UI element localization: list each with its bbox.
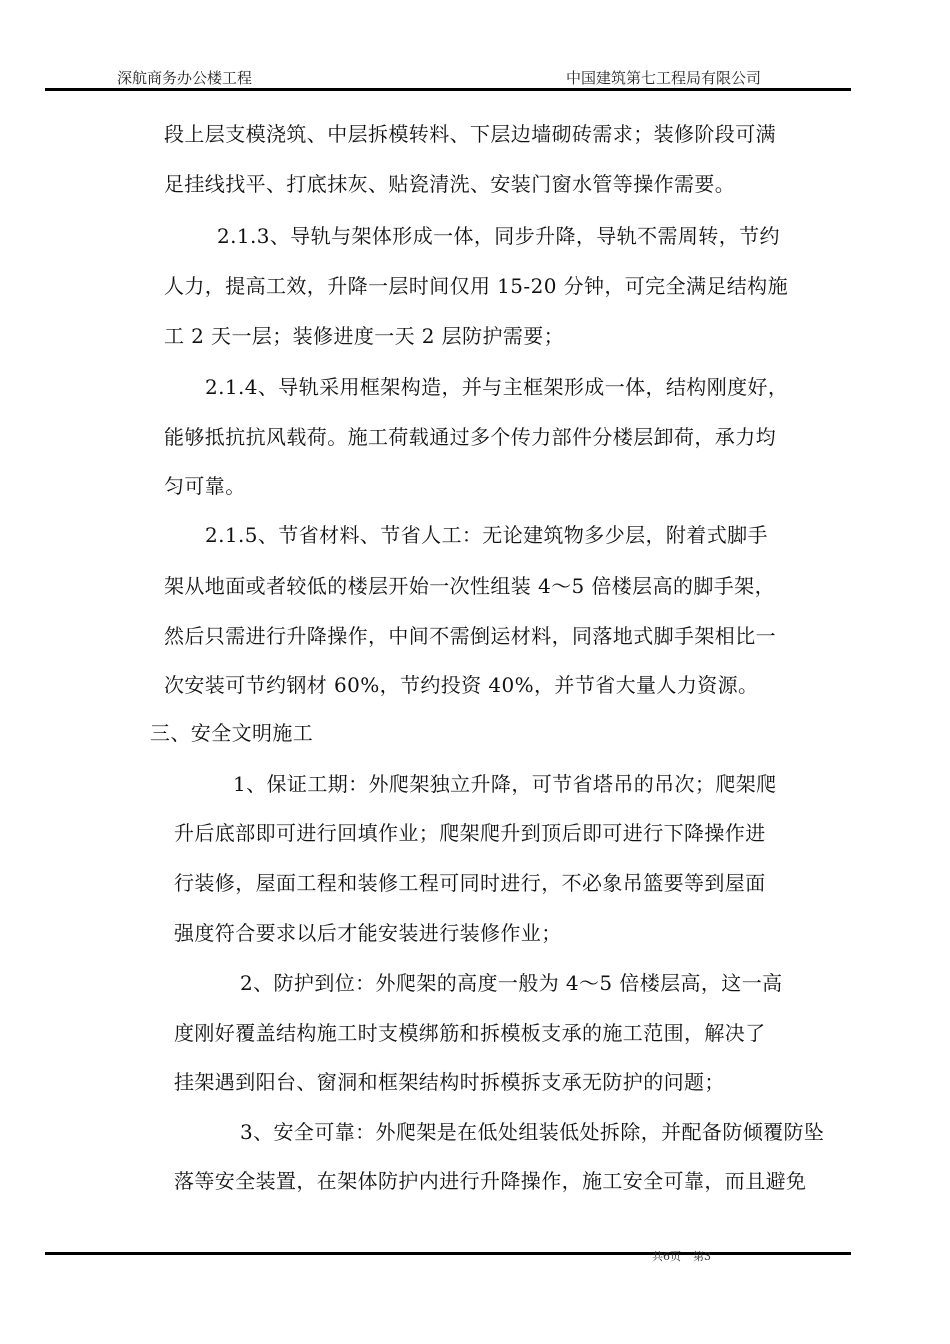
body-line: 2.1.3、导轨与架体形成一体，同步升降，导轨不需周转，节约	[217, 224, 780, 248]
body-line: 度刚好覆盖结构施工时支模绑筋和拆模板支承的施工范围，解决了	[174, 1021, 766, 1045]
body-line: 强度符合要求以后才能安装进行装修作业；	[174, 921, 562, 945]
body-line: 行装修，屋面工程和装修工程可同时进行，不必象吊篮要等到屋面	[174, 871, 766, 895]
body-line: 3、安全可靠：外爬架是在低处组装低处拆除，并配备防倾覆防坠	[240, 1120, 825, 1144]
body-line: 挂架遇到阳台、窗洞和框架结构时拆模拆支承无防护的问题；	[174, 1070, 725, 1094]
header-project-name: 深航商务办公楼工程	[117, 69, 253, 87]
section-heading: 三、安全文明施工	[150, 721, 314, 745]
footer-rule	[45, 1252, 851, 1255]
body-line: 匀可靠。	[164, 474, 246, 498]
body-line: 2.1.4、导轨采用框架构造，并与主框架形成一体，结构刚度好，	[205, 375, 789, 399]
page-footer	[652, 1250, 723, 1264]
body-line: 然后只需进行升降操作，中间不需倒运材料，同落地式脚手架相比一	[164, 624, 776, 648]
body-line: 落等安全装置，在架体防护内进行升降操作，施工安全可靠，而且避免	[174, 1169, 807, 1193]
body-line: 人力，提高工效，升降一层时间仅用 15-20 分钟，可完全满足结构施	[164, 274, 788, 298]
body-line: 足挂线找平、打底抹灰、贴瓷清洗、安装门窗水管等操作需要。	[164, 172, 736, 196]
body-line: 架从地面或者较低的楼层开始一次性组装 4～5 倍楼层高的脚手架，	[164, 574, 775, 598]
header-rule	[45, 88, 851, 91]
body-line: 次安装可节约钢材 60%，节约投资 40%，并节省大量人力资源。	[164, 673, 759, 697]
body-line: 2、防护到位：外爬架的高度一般为 4～5 倍楼层高，这一高	[240, 971, 783, 995]
body-line: 1、保证工期：外爬架独立升降，可节省塔吊的吊次；爬架爬	[233, 772, 777, 796]
footer-total-pages: 共6页	[652, 1250, 681, 1263]
body-line: 段上层支模浇筑、中层拆模转料、下层边墙砌砖需求；装修阶段可满	[164, 122, 776, 146]
footer-page-number: 第3	[693, 1250, 711, 1263]
body-line: 能够抵抗抗风载荷。施工荷载通过多个传力部件分楼层卸荷，承力均	[164, 425, 776, 449]
body-line: 工 2 天一层；装修进度一天 2 层防护需要；	[164, 324, 565, 348]
body-line: 2.1.5、节省材料、节省人工：无论建筑物多少层，附着式脚手	[205, 523, 768, 547]
header-company-name: 中国建筑第七工程局有限公司	[566, 69, 762, 87]
body-line: 升后底部即可进行回填作业；爬架爬升到顶后即可进行下降操作进	[174, 821, 766, 845]
